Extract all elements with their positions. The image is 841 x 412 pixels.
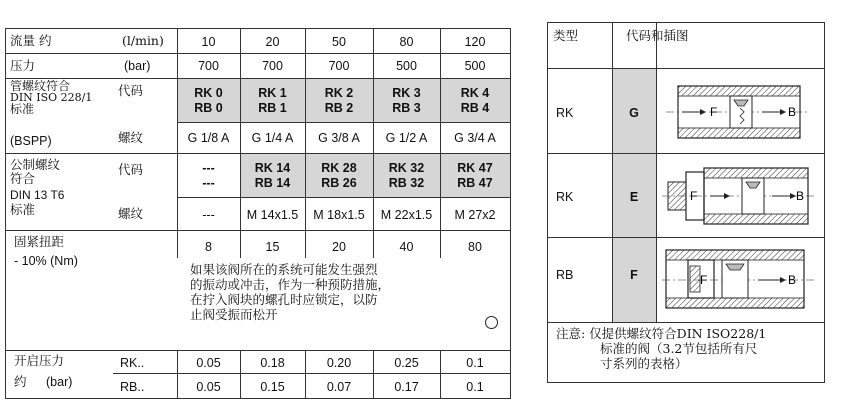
opening-value: 0.07	[326, 380, 352, 394]
note-line: 标准的阀（3.2节包括所有尺	[600, 341, 758, 356]
torque-value: 80	[468, 240, 482, 254]
bspp-thread: G 3/4 A	[454, 131, 496, 145]
note-line: 寸系列的表格）	[600, 356, 688, 371]
bspp-thread: G 3/8 A	[318, 131, 360, 145]
row-code: E	[629, 190, 639, 204]
f-f-label: F	[700, 273, 708, 287]
flow-value: 10	[201, 35, 216, 49]
torque-note-line: 如果该阀所在的系统可能发生强烈	[190, 262, 378, 277]
valve-drawing-f	[660, 240, 820, 318]
bspp-label-line: 标准	[10, 102, 35, 116]
opening-value: 0.1	[466, 356, 484, 370]
note-line: 注意: 仅提供螺纹符合DIN ISO228/1	[556, 326, 767, 341]
metric-code: --- ---	[202, 161, 215, 190]
row-code: F	[630, 268, 638, 282]
circle-icon	[485, 316, 498, 329]
bspp-label-line: 管螺纹符合	[10, 79, 71, 93]
metric-code: RK 47 RB 47	[457, 161, 493, 190]
metric-label-line: 标准	[10, 202, 36, 217]
torque-note-line: 止阀受振而松开	[190, 307, 278, 322]
metric-thread: M 27x2	[454, 208, 496, 222]
opening-label: 开启压力	[14, 353, 65, 368]
opening-value: 0.1	[466, 380, 484, 394]
metric-code: RK 32 RB 32	[388, 161, 425, 190]
opening-value: 0.05	[196, 356, 221, 370]
metric-thread: M 18x1.5	[313, 208, 365, 222]
opening-value: 0.18	[260, 356, 285, 370]
opening-type: RK..	[120, 356, 145, 370]
bspp-thread-label: 螺纹	[118, 130, 144, 145]
flow-value: 20	[265, 35, 280, 49]
torque-value: 8	[205, 240, 212, 254]
metric-code-label: 代码	[118, 162, 144, 177]
e-f-label: F	[690, 189, 698, 203]
torque-label: 固紧扭距	[14, 234, 65, 249]
pressure-value: 500	[396, 59, 417, 73]
metric-thread: ---	[202, 208, 215, 222]
metric-thread: M 22x1.5	[380, 208, 433, 222]
f-b-label: B	[788, 273, 797, 287]
b-label: B	[788, 105, 797, 119]
torque-sub-label: - 10% (Nm)	[14, 254, 78, 268]
opening-value: 0.05	[196, 380, 221, 394]
pressure-unit: (bar)	[124, 59, 151, 73]
metric-label-line: 公制螺纹	[10, 157, 61, 172]
bspp-thread: G 1/8 A	[187, 131, 230, 145]
torque-value: 40	[399, 240, 414, 254]
opening-value: 0.25	[394, 356, 419, 370]
torque-note-line: 的振动或冲击，作为一种预防措施，	[190, 277, 391, 292]
torque-value: 15	[265, 240, 280, 254]
metric-thread-label: 螺纹	[118, 206, 144, 221]
bspp-thread: G 1/2 A	[385, 131, 428, 145]
bspp-code: RK 1 RB 1	[258, 86, 287, 115]
opening-value: 0.15	[260, 380, 285, 394]
opening-value: 0.17	[394, 380, 419, 394]
bspp-label-line: DIN ISO 228/1	[10, 91, 93, 104]
pressure-value: 700	[198, 59, 219, 73]
flow-value: 50	[332, 35, 346, 49]
bspp-code: RK 4 RB 4	[460, 86, 490, 115]
opening-label-2: 约	[14, 374, 27, 389]
bspp-code: RK 0 RB 0	[194, 86, 223, 115]
valve-drawing-e	[660, 156, 820, 234]
flow-value: 120	[464, 35, 486, 49]
row-type: RK	[556, 190, 574, 204]
code-drawing-header: 代码和插图	[626, 28, 689, 43]
bspp-thread: G 1/4 A	[251, 131, 294, 145]
pressure-label: 压力	[10, 58, 36, 73]
metric-thread: M 14x1.5	[246, 208, 299, 222]
torque-note-line: 在拧入阀块的螺孔时应锁定，以防	[190, 292, 378, 307]
pressure-value: 500	[464, 59, 486, 73]
torque-value: 20	[332, 240, 346, 254]
bspp-code: RK 2 RB 2	[324, 86, 354, 115]
opening-value: 0.20	[326, 356, 352, 370]
bspp-sub-label: (BSPP)	[10, 134, 52, 148]
metric-code: RK 28 RB 26	[321, 161, 357, 190]
opening-type: RB..	[120, 380, 145, 394]
pressure-value: 700	[328, 59, 350, 73]
e-b-label: B	[796, 189, 805, 203]
bspp-code: RK 3 RB 3	[392, 86, 421, 115]
bspp-code-label: 代码	[118, 83, 144, 98]
flow-unit: (l/min)	[122, 33, 164, 48]
row-type: RK	[556, 106, 574, 120]
flow-value: 80	[399, 35, 414, 49]
valve-drawing-g	[660, 72, 820, 150]
type-header: 类型	[553, 28, 579, 43]
metric-label-line: 符合	[10, 171, 36, 186]
flow-label: 流量 约	[10, 33, 52, 48]
metric-code: RK 14 RB 14	[254, 161, 291, 190]
f-label: F	[710, 105, 718, 119]
pressure-value: 700	[262, 59, 283, 73]
row-type: RB	[556, 268, 574, 282]
row-code: G	[629, 106, 639, 120]
opening-unit: (bar)	[46, 375, 73, 389]
metric-label-line: DIN 13 T6	[10, 188, 65, 202]
